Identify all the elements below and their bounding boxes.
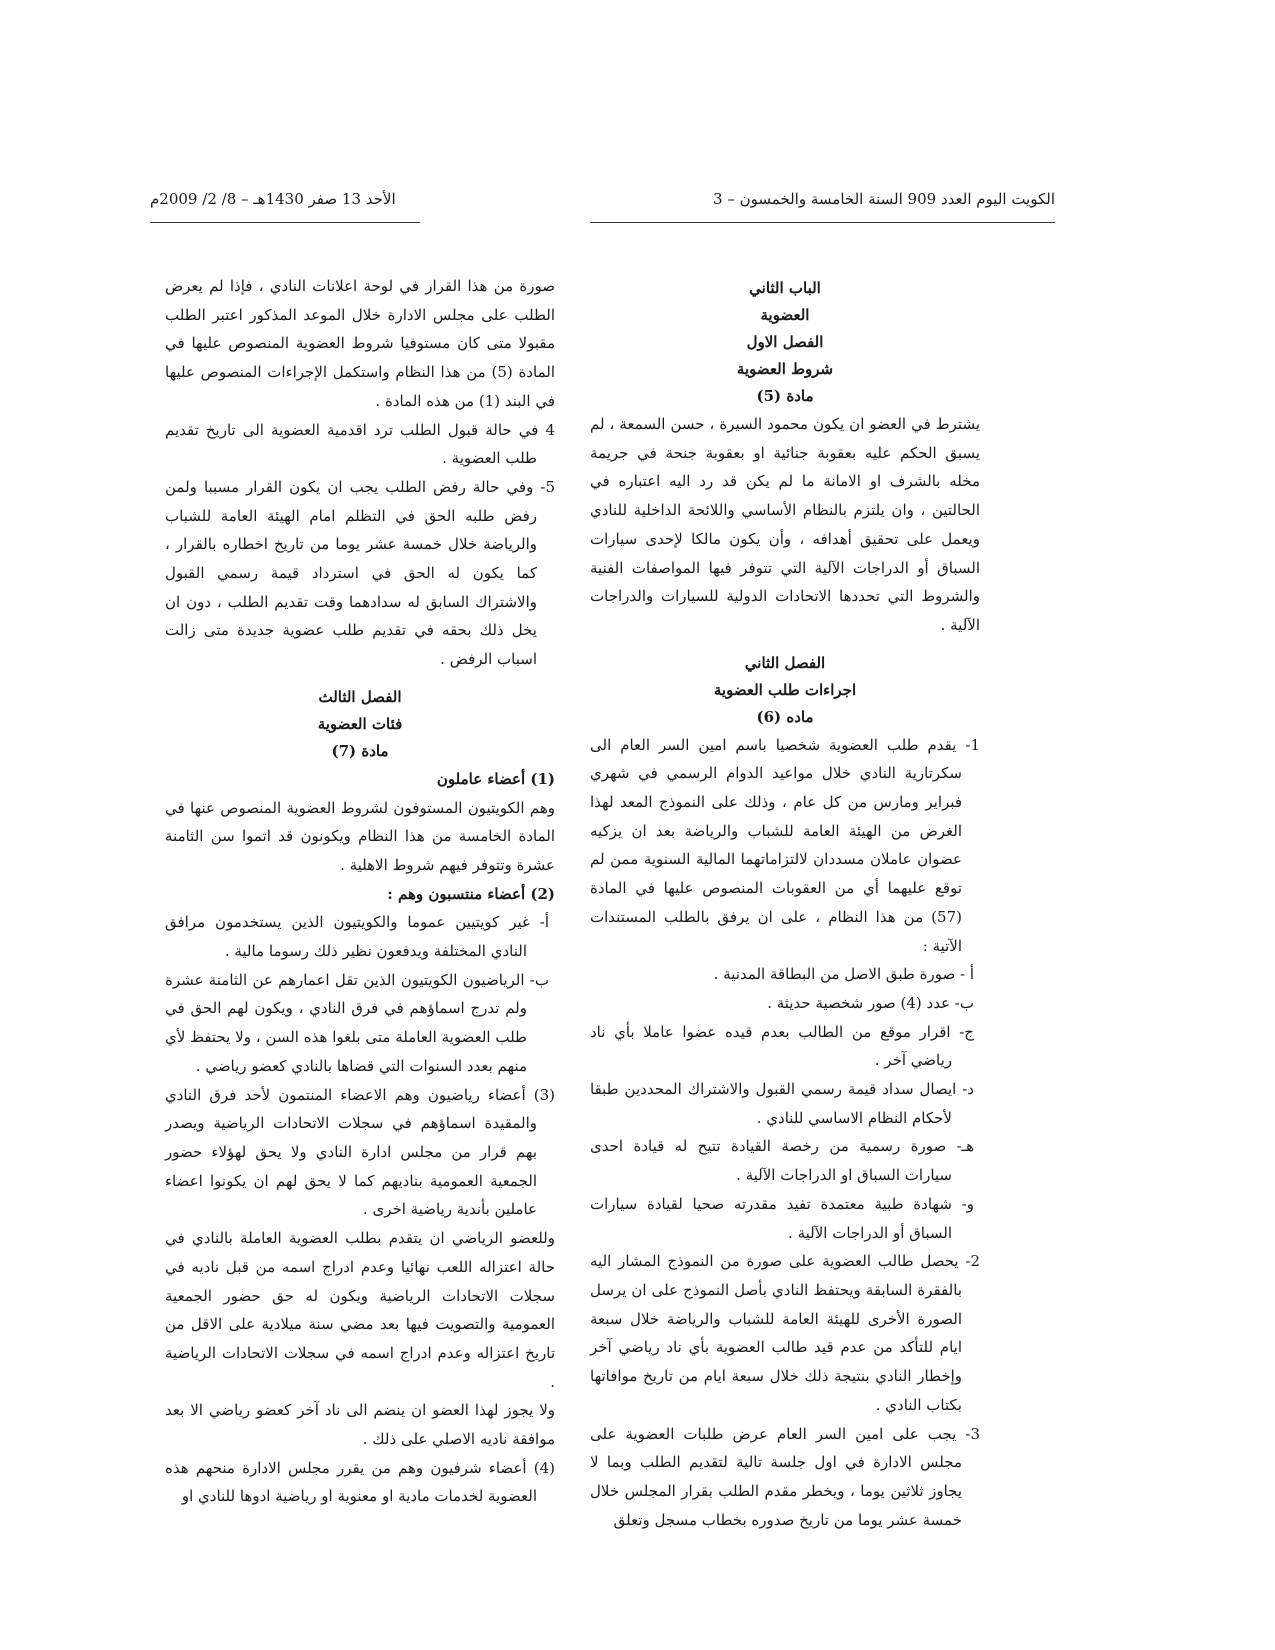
article6-item2: 2- يحصل طالب العضوية على صورة من النموذج المشار اليه بالفقرة السابقة ويحتفظ النادي بأصل النموذج على ان يرسل الصورة الأخرى للهيئة العامة للشباب والرياضة خلال سبعة ايام للتأكد من عدم قيد طالب العضوية بأي ناد رياضي آخر وإخطار النادي بنتيجة ذلك خلال سبعة ايام من تاريخ موافاتها بكتاب النادي . — [590, 1252, 980, 1414]
article6-title: ماده (6) — [756, 707, 814, 726]
section2-title: الفصل الثاني — [744, 653, 826, 672]
section3-title: الفصل الثالث — [318, 687, 402, 706]
header-rule-left — [150, 222, 420, 223]
category3-text: (3) أعضاء رياضيون وهم الاعضاء المنتمون لأحد فرق النادي والمقيدة اسماؤهم في سجلات الاتحادات الرياضية ويصدر بهم قرار من مجلس ادارة النادي ولا يحق لهؤلاء حضور الجمعية العمومية بناديهم كما لا يحق لهم ان يكونوا اعضاء عاملين بأندية رياضية اخرى . — [165, 1085, 555, 1219]
article6-item4: 4 في حالة قبول الطلب ترد اقدمية العضوية الى تاريخ تقديم طلب العضوية . — [165, 420, 555, 468]
article6-item1-e: هـ- صورة رسمية من رخصة القيادة تتيح له قيادة احدى سيارات السباق او الدراجات الآلية . — [590, 1137, 974, 1185]
article6-continuation: صورة من هذا القرار في لوحة اعلانات النادي ، فإذا لم يعرض الطلب على مجلس الادارة خلال الموعد المذكور اعتبر الطلب مقبولا متى كان مستوفيا شروط العضوية المنصوص عليها في المادة (5) من هذا النظام واستكمل الإجراءات المنصوص عليها في البند (1) من هذه المادة . — [165, 277, 555, 410]
section3-subject: فئات العضوية — [317, 714, 403, 733]
section2-subject: اجراءات طلب العضوية — [713, 680, 857, 699]
chapter-subject: العضوية — [760, 306, 810, 324]
article6-item1-a: أ - صورة طبق الاصل من البطاقة المدنية . — [713, 965, 974, 984]
right-column — [590, 275, 980, 1534]
article5-text: يشترط في العضو ان يكون محمود السيرة ، حسن السمعة ، لم يسبق الحكم عليه بعقوبة جنائية او بعقوبة جنحة في جريمة مخله بالشرف او الامانة ما لم يكن قد رد اليه اعتباره في الحالتين ، وان يلتزم بالنظام الأساسي واللائحة الداخلية للنادي ويعمل على تحقيق أهدافه ، وأن يكون مالكا لإحدى سيارات السباق أو الدراجات الآلية التي تتوفر فيها المواصفات الفنية والشروط التي تحددها الاتحادات الدولية للسيارات والدراجات الآلية . — [590, 415, 980, 634]
article7-title: مادة (7) — [331, 741, 389, 760]
chapter-title: الباب الثاني — [749, 279, 821, 297]
section1-title: الفصل الاول — [746, 333, 824, 351]
category3-paragraph2: وللعضو الرياضي ان يتقدم بطلب العضوية العاملة بالنادي في حالة اعتزاله اللعب نهائيا وعدم ادراج اسمه من قبل ناديه في سجلات الاتحادات الرياضية ويكون له حق حضور الجمعية العمومية والتصويت فيها بعد مضي سنة ميلادية على الاقل من تاريخ اعتزاله وعدم ادراج اسمه في سجلات الاتحادات الرياضية . — [165, 1229, 555, 1391]
header-issue-info: الكويت اليوم العدد 909 السنة الخامسة والخمسون – 3 — [713, 190, 1055, 208]
category2-b: ب- الرياضيون الكويتيون الذين تقل اعمارهم عن الثامنة عشرة ولم تدرج اسماؤهم في فرق النادي ، ويكون لهم الحق في طلب العضوية العاملة متى بلغوا هذه السن ، ولا يحتفظ لأي منهم بعدد السنوات التي قضاها بالنادي كعضو رياضي . — [165, 970, 549, 1075]
category1-text: وهم الكويتيون المستوفون لشروط العضوية المنصوص عنها في المادة الخامسة من هذا النظام ويكونون قد اتموا سن الثامنة عشرة وتتوفر فيهم شروط الاهلية . — [165, 798, 555, 874]
page-header — [150, 190, 1055, 216]
article6-item5: 5- وفي حالة رفض الطلب يجب ان يكون القرار مسببا ولمن رفض طلبه الحق في التظلم امام الهيئة العامة للشباب والرياضة خلال خمسة عشر يوما من تاريخ اخطاره بالقرار ، كما يكون له الحق في استرداد قيمة رسمي القبول والاشتراك السابق له سدادهما وقت تقديم الطلب ، دون ان يخل ذلك بحقه في تقديم طلب عضوية جديدة متى زالت اسباب الرفض . — [165, 477, 555, 669]
article5-title: مادة (5) — [756, 387, 814, 405]
article6-item1-c: ج- اقرار موقع من الطالب بعدم قيده عضوا عاملا بأي ناد رياضي آخر . — [590, 1022, 974, 1070]
left-column — [165, 272, 555, 1511]
category3-paragraph3: ولا يجوز لهذا العضو ان ينضم الى ناد آخر كعضو رياضي الا بعد موافقة ناديه الاصلي على ذلك . — [165, 1401, 555, 1449]
section1-subject: شروط العضوية — [736, 360, 834, 378]
category1-heading: (1) أعضاء عاملون — [436, 769, 555, 788]
category4-text: (4) أعضاء شرفيون وهم من يقرر مجلس الادارة منحهم هذه العضوية لخدمات مادية او معنوية او رياضية ادوها للنادي او — [165, 1458, 555, 1506]
header-rule-right — [590, 222, 1055, 223]
article6-item1-d: د- ايصال سداد قيمة رسمي القبول والاشتراك المحددين طبقا لأحكام النظام الاساسي للنادي . — [590, 1080, 974, 1127]
header-date: الأحد 13 صفر 1430هـ – 8/ 2/ 2009م — [150, 190, 396, 208]
article6-item1-b: ب- عدد (4) صور شخصية حديثة . — [767, 993, 974, 1012]
article6-item1: 1- يقدم طلب العضوية شخصيا باسم امين السر العام الى سكرتارية النادي خلال مواعيد الدوام الرسمي في شهري فبراير ومارس من كل عام ، وذلك على النموذج المعد لهذا الغرض من الهيئة العامة للشباب والرياضة بعد ان يزكيه عضوان عاملان مسددان لالتزاماتهما المالية السنوية ممن لم توقع عليهما أي من العقوبات المنصوص عليها في المادة (57) من هذا النظام ، على ان يرفق بالطلب المستندات الآتية : — [590, 735, 980, 955]
article6-item3: 3- يجب على امين السر العام عرض طلبات العضوية على مجلس الادارة في اول جلسة تالية لتقديم الطلب وبما لا يجاوز ثلاثين يوما ، ويخطر مقدم الطلب بقرار المجلس خلال خمسة عشر يوما من تاريخ صدوره بخطاب مسجل وتعلق — [590, 1424, 980, 1529]
category2-heading: (2) أعضاء منتسبون وهم : — [387, 884, 555, 903]
category2-a: أ- غير كويتيين عموما والكويتيون الذين يستخدمون مرافق النادي المختلفة ويدفعون نظير ذلك رسوما مالية . — [165, 913, 549, 961]
article6-item1-f: و- شهادة طبية معتمدة تفيد مقدرته صحيا لقيادة سيارات السباق أو الدراجات الآلية . — [590, 1194, 974, 1242]
